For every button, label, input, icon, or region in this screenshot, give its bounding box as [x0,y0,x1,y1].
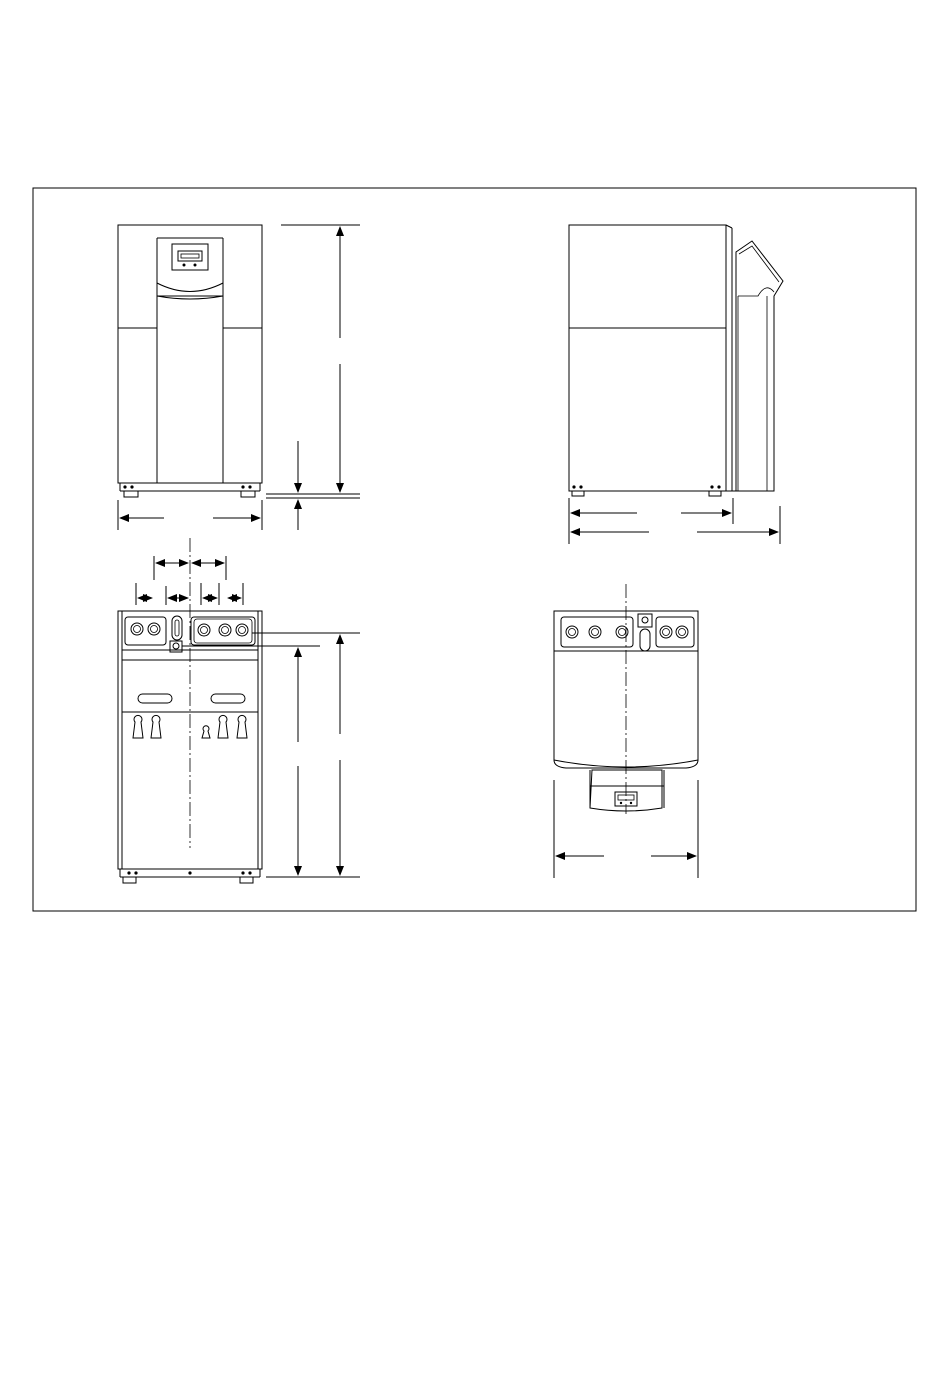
side-foot-left [572,491,584,496]
rear-foot-left [123,877,136,883]
side-view [569,225,783,544]
side-cabinet [569,225,726,491]
control-display [172,244,208,270]
top-view [554,584,698,878]
rear-foot-right [240,877,253,883]
front-foot-left [124,491,138,497]
rear-view [118,538,360,883]
rear-pipe-connections [131,623,248,636]
side-foot-right [709,491,721,496]
top-pipe-connections [566,626,688,638]
front-view [118,225,360,530]
top-connection-panel-left [561,617,633,647]
front-foot-right [241,491,255,497]
front-cabinet [118,225,262,483]
